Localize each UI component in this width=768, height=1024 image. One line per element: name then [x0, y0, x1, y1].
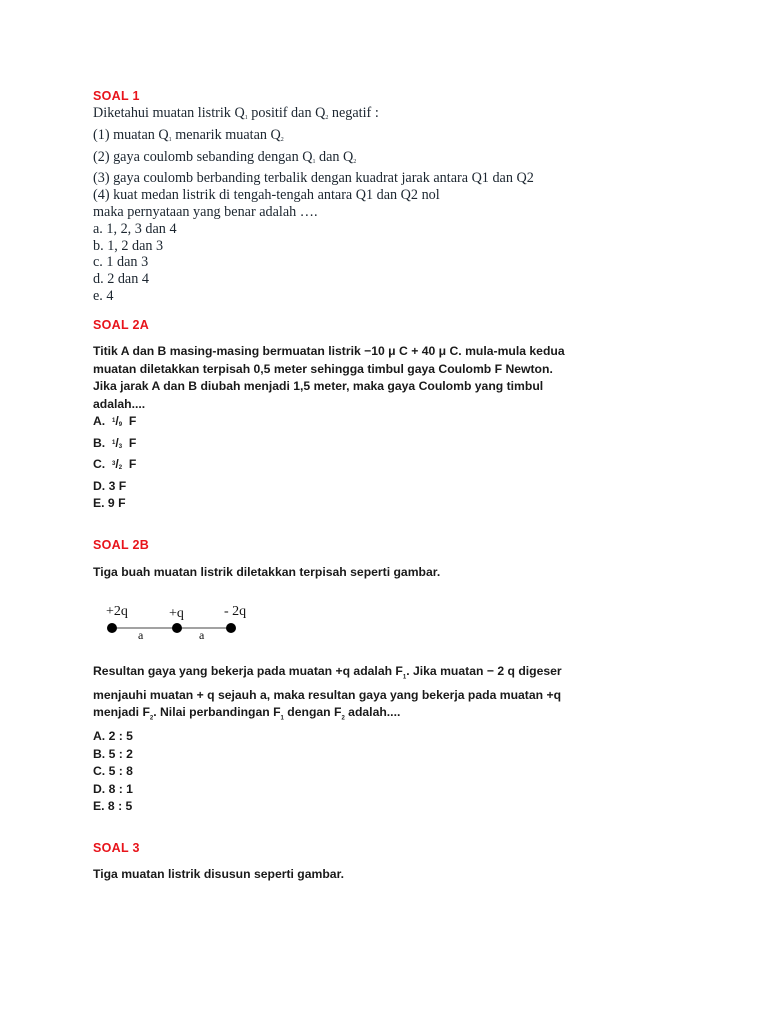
distance-label-1: a [138, 628, 144, 642]
soal-2b-title: SOAL 2B [93, 538, 150, 552]
soal-2b-line: menjauhi muatan + q sejauh a, maka resultan gaya yang bekerja pada muatan +q [93, 687, 562, 702]
soal-1-statement-4: (4) kuat medan listrik di tengah-tengah antara Q1 dan Q2 nol [93, 187, 440, 204]
soal-3-title: SOAL 3 [93, 841, 140, 855]
soal-2b-line: Resultan gaya yang bekerja pada muatan +q adalah $F_1$. Jika muatan − 2 q digeser [93, 664, 562, 681]
soal-1-statement-1: (1) muatan $Q_1$ menarik muatan $Q_2$ [93, 126, 284, 143]
soal-2b-option-d: D. 8 : 1 [93, 781, 133, 796]
soal-2a-option-a: A. $^1/_9$ F [93, 414, 137, 428]
soal-1-intro: Diketahui muatan listrik $Q_1$ positif dan $Q_2$ negatif : [93, 105, 379, 121]
soal-2a-title: SOAL 2A [93, 318, 150, 332]
soal-1-option-d: d. 2 dan 4 [93, 271, 149, 288]
charge-dot-2 [172, 623, 182, 633]
charge-label-3: - 2q [224, 604, 247, 619]
soal-2a-option-d: D. 3 F [93, 478, 127, 493]
soal-1-option-e: e. 4 [93, 287, 114, 304]
soal-1-body [93, 105, 534, 305]
soal-2a-body [93, 343, 565, 513]
soal-2b-intro: Tiga buah muatan listrik diletakkan terpisah seperti gambar. [93, 565, 441, 579]
soal-2a-line: Jika jarak A dan B diubah menjadi 1,5 meter, maka gaya Coulomb yang timbul [93, 379, 544, 393]
soal-1-statement-3: (3) gaya coulomb berbanding terbalik dengan kuadrat jarak antara Q1 dan Q2 [93, 170, 534, 187]
soal-1-option-a: a. 1, 2, 3 dan 4 [93, 220, 177, 237]
soal-2a-option-c: C. $^3/_2$ F [93, 457, 137, 471]
soal-2a-option-b: B. $^1/_3$ F [93, 435, 137, 450]
soal-2a-option-e: E. 9 F [93, 496, 126, 510]
charge-dot-1 [107, 623, 117, 633]
soal-1-title: SOAL 1 [93, 89, 140, 103]
charge-label-1: +2q [106, 604, 128, 619]
soal-2b-option-e: E. 8 : 5 [93, 799, 133, 814]
soal-3-intro: Tiga muatan listrik disusun seperti gambar. [93, 867, 345, 881]
charge-dot-3 [226, 623, 236, 633]
soal-2b-line: menjadi $F_2$. Nilai perbandingan $F_1$ dengan $F_2$ adalah.... [93, 705, 401, 722]
soal-1-option-b: b. 1, 2 dan 3 [93, 237, 164, 254]
soal-2b-body [93, 663, 562, 816]
soal-1-statement-2: (2) gaya coulomb sebanding dengan $Q_1$ dan $Q_2$ [93, 148, 357, 165]
distance-label-2: a [199, 628, 205, 642]
charges-diagram [100, 598, 270, 646]
soal-1-option-c: c. 1 dan 3 [93, 254, 149, 271]
soal-2b-option-b: B. 5 : 2 [93, 746, 133, 761]
soal-2a-line: Titik A dan B masing-masing bermuatan listrik −10 μ C + 40 μ C. mula-mula kedua [93, 344, 565, 358]
charge-label-2: +q [169, 606, 184, 621]
soal-2b-option-c: C. 5 : 8 [93, 764, 133, 779]
soal-1-question: maka pernyataan yang benar adalah …. [93, 203, 318, 220]
soal-2a-line: muatan diletakkan terpisah 0,5 meter sehingga timbul gaya Coulomb F Newton. [93, 361, 553, 376]
soal-2b-option-a: A. 2 : 5 [93, 729, 133, 744]
soal-2a-line: adalah.... [93, 396, 146, 411]
